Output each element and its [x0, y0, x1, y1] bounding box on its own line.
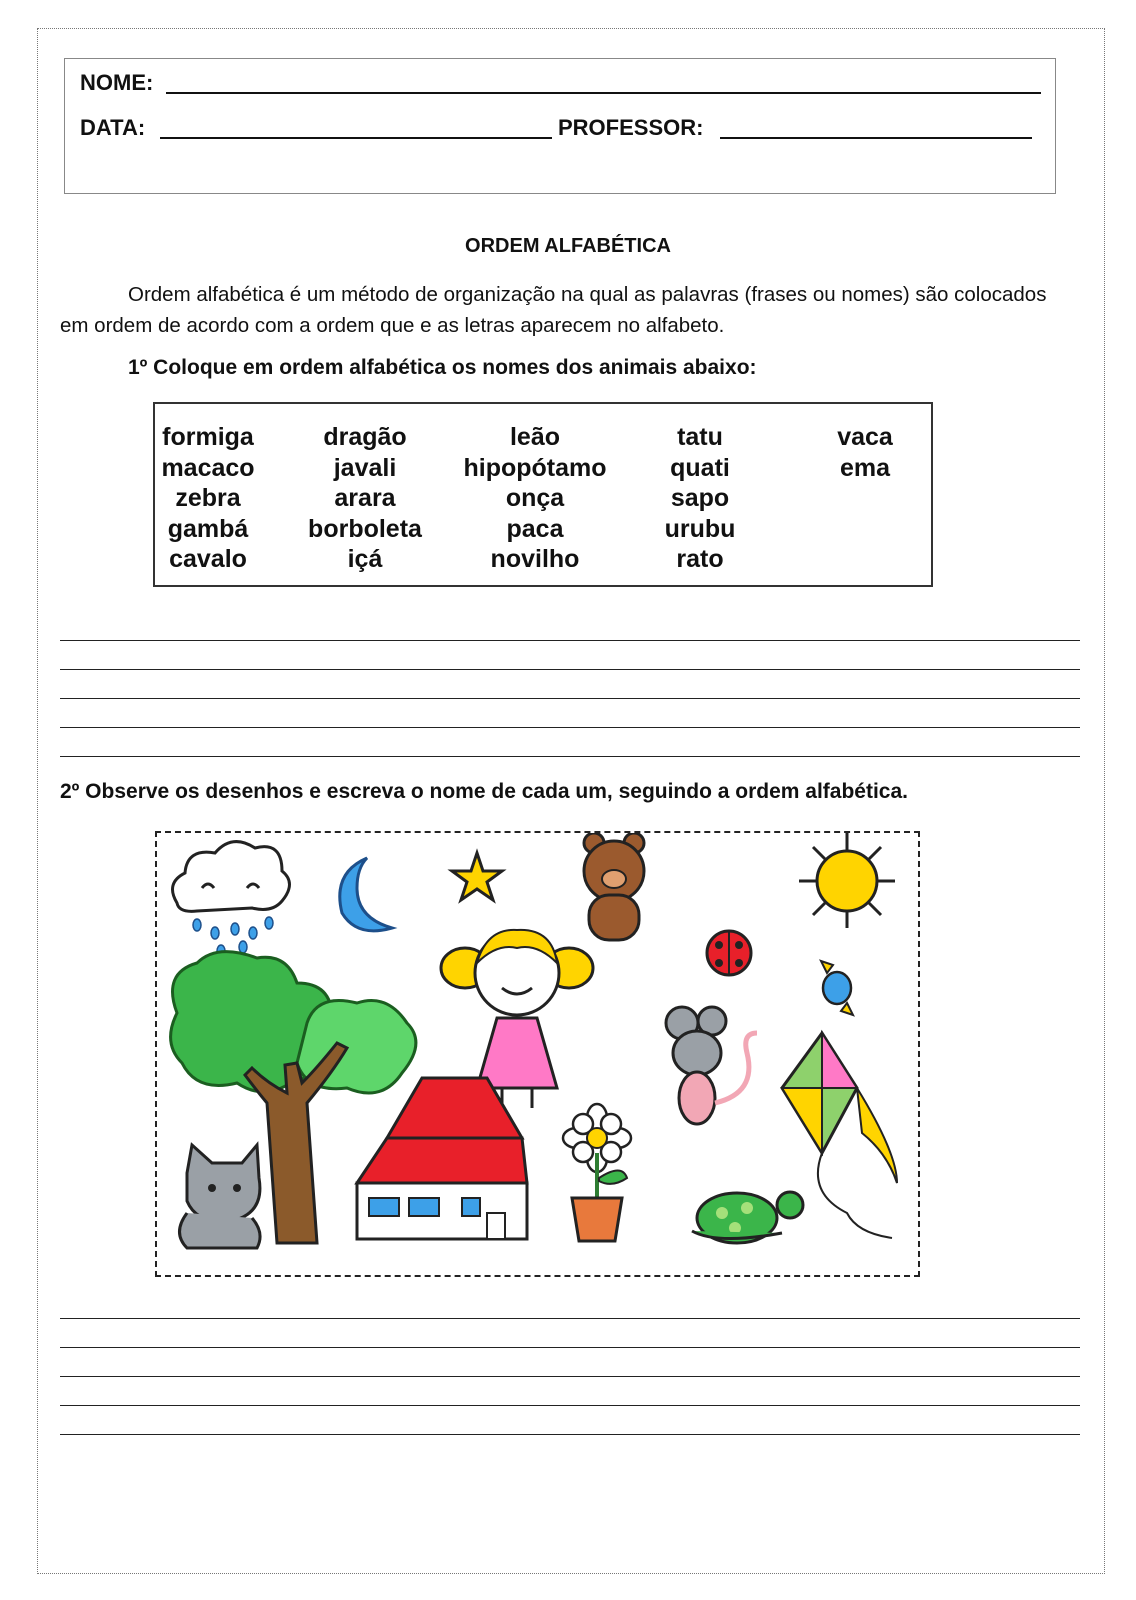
question-2: 2º Observe os desenhos e escreva o nome de cada um, seguindo a ordem alfabética.: [60, 780, 908, 803]
answer-line[interactable]: [60, 1347, 1080, 1348]
answer-line[interactable]: [60, 1376, 1080, 1377]
answer-line[interactable]: [60, 640, 1080, 641]
turtle-icon: [692, 1192, 803, 1243]
word: arara: [334, 484, 396, 512]
word: vaca: [837, 423, 893, 451]
word: sapo: [670, 484, 730, 512]
word-column: [455, 422, 615, 575]
word: novilho: [490, 545, 580, 573]
word: rato: [676, 545, 724, 573]
answer-line[interactable]: [60, 1318, 1080, 1319]
teacher-field[interactable]: [720, 137, 1032, 139]
word: macaco: [161, 453, 255, 482]
name-label: NOME:: [80, 70, 154, 95]
candy-icon: [821, 961, 853, 1015]
ladybug-icon: [707, 931, 751, 975]
moon-icon: [340, 858, 392, 931]
word: formiga: [162, 423, 254, 451]
date-label: DATA:: [80, 115, 146, 140]
word: javali: [333, 453, 397, 482]
word: quati: [670, 453, 730, 482]
sun-icon: [799, 833, 895, 928]
house-icon: [357, 1078, 527, 1239]
word: paca: [506, 514, 564, 543]
word: ema: [839, 453, 891, 482]
star-icon: [452, 853, 502, 900]
intro-text: Ordem alfabética é um método de organização na qual as palavras (frases ou nomes) são colocados em ordem de acordo com a ordem que e as letras aparecem no alfabeto.: [60, 283, 1047, 337]
bear-icon: [584, 833, 644, 940]
cloud-icon: [173, 842, 290, 957]
word-box: [153, 402, 933, 587]
answer-line[interactable]: [60, 698, 1080, 699]
word: zebra: [175, 484, 241, 512]
word: onça: [505, 484, 565, 512]
answer-line[interactable]: [60, 669, 1080, 670]
answer-line[interactable]: [60, 1405, 1080, 1406]
word-column: [645, 422, 755, 575]
word: borboleta: [308, 514, 422, 543]
page-title: ORDEM ALFABÉTICA: [465, 235, 671, 257]
date-field[interactable]: [160, 137, 552, 139]
flower-icon: [563, 1104, 631, 1241]
word: içá: [347, 545, 383, 573]
word: hipopótamo: [463, 453, 607, 482]
word: urubu: [664, 514, 736, 543]
word: tatu: [677, 423, 723, 451]
answer-line[interactable]: [60, 1434, 1080, 1435]
word: leão: [509, 423, 561, 451]
question-1: 1º Coloque em ordem alfabética os nomes dos animais abaixo:: [128, 356, 757, 379]
word-column: [815, 422, 915, 483]
name-field[interactable]: [166, 92, 1041, 94]
mouse-icon: [666, 1007, 757, 1124]
word: gambá: [167, 514, 249, 543]
word-column: [295, 422, 435, 575]
answer-line[interactable]: [60, 756, 1080, 757]
word: cavalo: [169, 545, 247, 573]
intro-paragraph: [60, 279, 1080, 341]
answer-line[interactable]: [60, 727, 1080, 728]
word: dragão: [323, 423, 407, 451]
teacher-label: PROFESSOR:: [558, 115, 704, 140]
picture-box: [155, 831, 920, 1277]
cat-icon: [180, 1145, 261, 1248]
word-column: [155, 422, 261, 575]
